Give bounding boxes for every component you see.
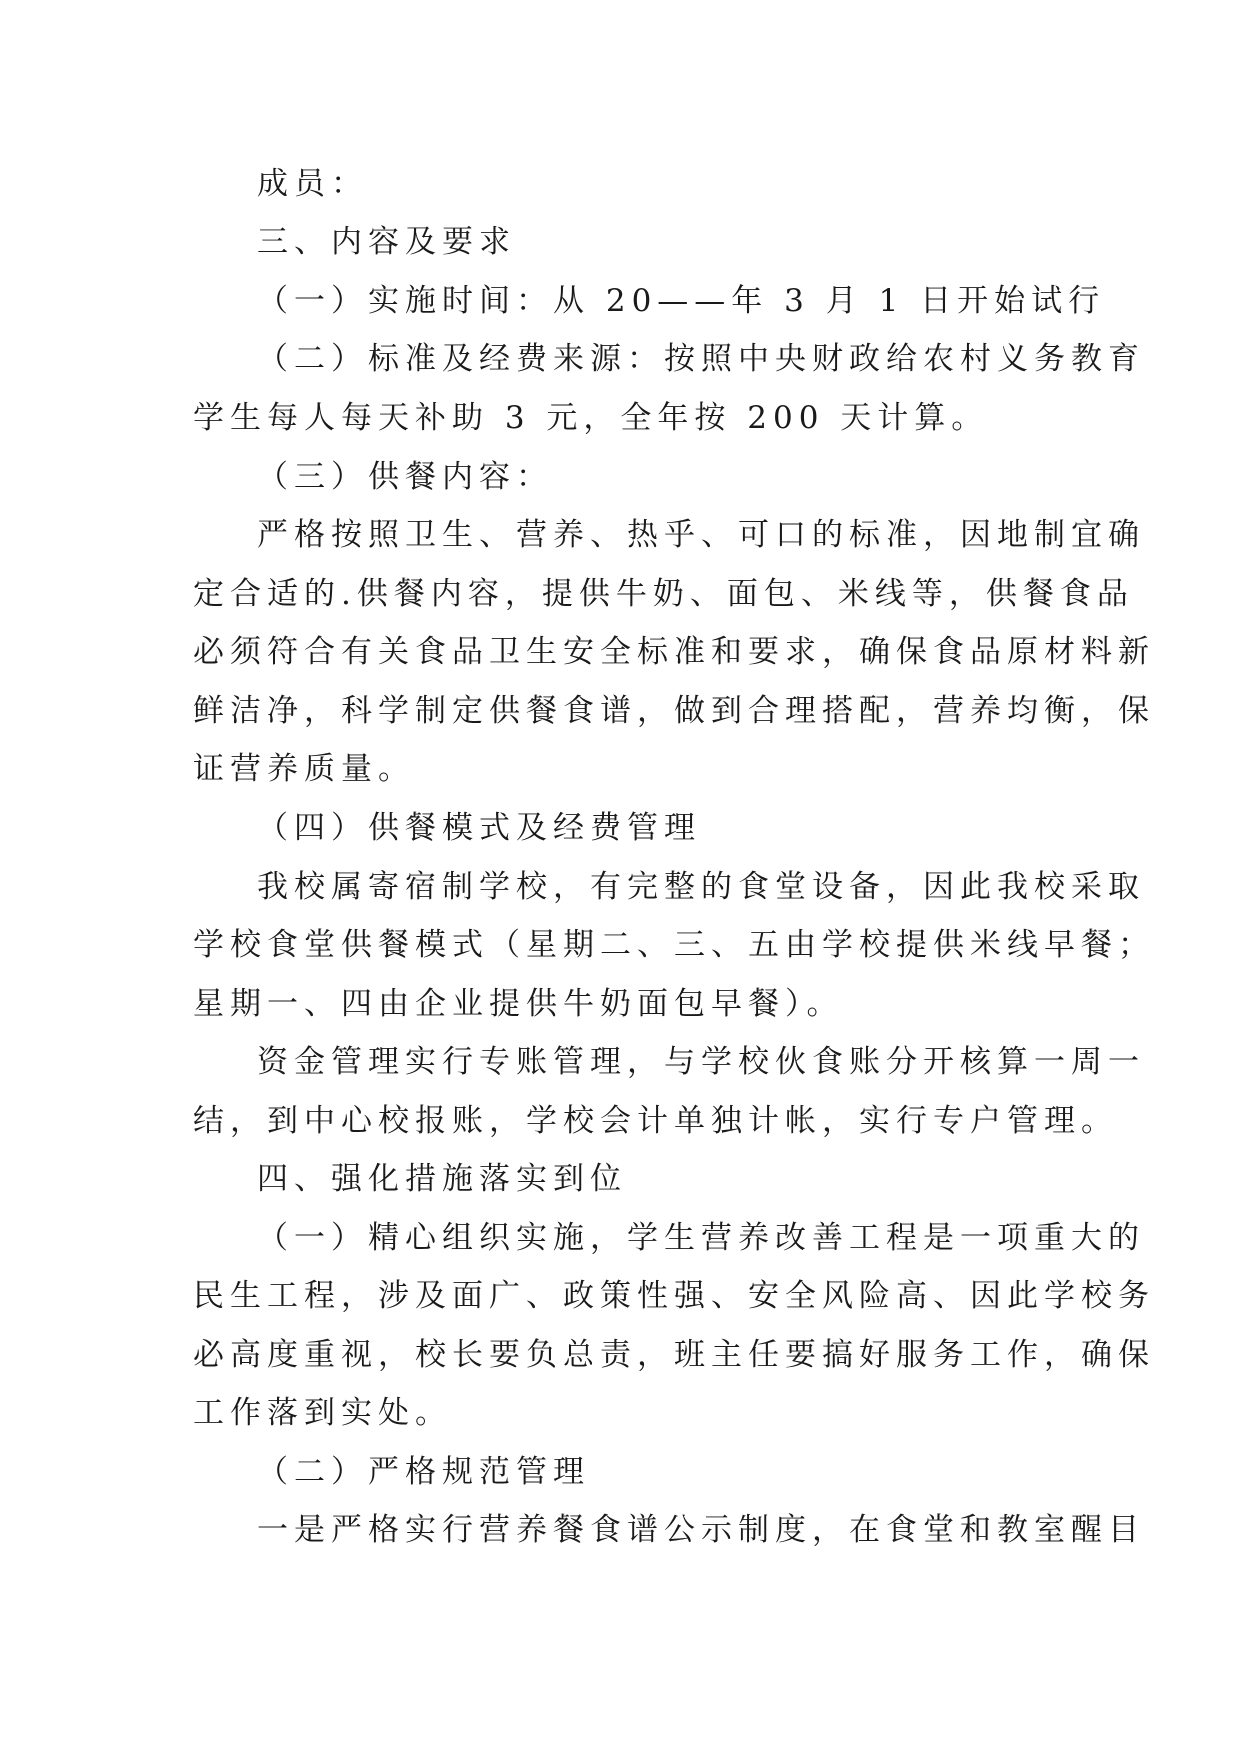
member-line — [0, 162, 1241, 206]
text-line: 星期一、四由企业提供牛奶面包早餐）。 — [193, 986, 844, 1022]
heading-text: 三、内容及要求 — [257, 224, 516, 260]
text-line: 证营养质量。 — [193, 751, 415, 787]
heading-text: 四、强化措施落实到位 — [257, 1161, 627, 1197]
text-line: （二）标准及经费来源：按照中央财政给农村义务教育 — [257, 341, 1145, 377]
paragraph-line — [0, 572, 1241, 616]
text-line: （四）供餐模式及经费管理 — [257, 810, 701, 846]
paragraph-line — [0, 337, 1241, 381]
text-line: 严格按照卫生、营养、热乎、可口的标准，因地制宜确 — [257, 517, 1145, 553]
paragraph-line — [0, 513, 1241, 557]
text-line: 定合适的.供餐内容，提供牛奶、面包、米线等，供餐食品 — [193, 576, 1134, 612]
paragraph-line — [0, 806, 1241, 850]
paragraph-line — [0, 1099, 1241, 1143]
text-line: 我校属寄宿制学校，有完整的食堂设备，因此我校采取 — [257, 869, 1145, 905]
text-line: （一）精心组织实施，学生营养改善工程是一项重大的 — [257, 1220, 1145, 1256]
text-line: 工作落到实处。 — [193, 1395, 452, 1431]
text-line: 一是严格实行营养餐食谱公示制度，在食堂和教室醒目 — [257, 1512, 1145, 1548]
paragraph-line — [0, 689, 1241, 733]
paragraph-line — [0, 1274, 1241, 1318]
text-line: （一）实施时间：从 20——年 3 月 1 日开始试行 — [257, 283, 1106, 319]
paragraph-line — [0, 279, 1241, 323]
text-line: 必须符合有关食品卫生安全标准和要求，确保食品原材料新 — [193, 634, 1155, 670]
paragraph-line — [0, 982, 1241, 1026]
text-line: 学生每人每天补助 3 元，全年按 200 天计算。 — [193, 400, 989, 436]
text-line: 民生工程，涉及面广、政策性强、安全风险高、因此学校务 — [193, 1278, 1155, 1314]
paragraph-line — [0, 1391, 1241, 1435]
text-line: 学校食堂供餐模式（星期二、三、五由学校提供米线早餐； — [193, 927, 1155, 963]
paragraph-line — [0, 455, 1241, 499]
paragraph-line — [0, 396, 1241, 440]
text-line: 必高度重视，校长要负总责，班主任要搞好服务工作，确保 — [193, 1337, 1155, 1373]
paragraph-line — [0, 1450, 1241, 1494]
section-heading — [0, 220, 1241, 264]
text-line: （二）严格规范管理 — [257, 1454, 590, 1490]
paragraph-line — [0, 1333, 1241, 1377]
text-line: （三）供餐内容： — [257, 459, 553, 495]
paragraph-line — [0, 865, 1241, 909]
paragraph-line — [0, 1216, 1241, 1260]
paragraph-line — [0, 747, 1241, 791]
text-line: 资金管理实行专账管理，与学校伙食账分开核算一周一 — [257, 1044, 1145, 1080]
section-heading — [0, 1157, 1241, 1201]
paragraph-line — [0, 923, 1241, 967]
text-line: 结，到中心校报账，学校会计单独计帐，实行专户管理。 — [193, 1103, 1118, 1139]
paragraph-line — [0, 630, 1241, 674]
paragraph-line — [0, 1040, 1241, 1084]
paragraph-line — [0, 1508, 1241, 1552]
text-line: 鲜洁净，科学制定供餐食谱，做到合理搭配，营养均衡，保 — [193, 693, 1155, 729]
text-line: 成员： — [257, 166, 368, 202]
